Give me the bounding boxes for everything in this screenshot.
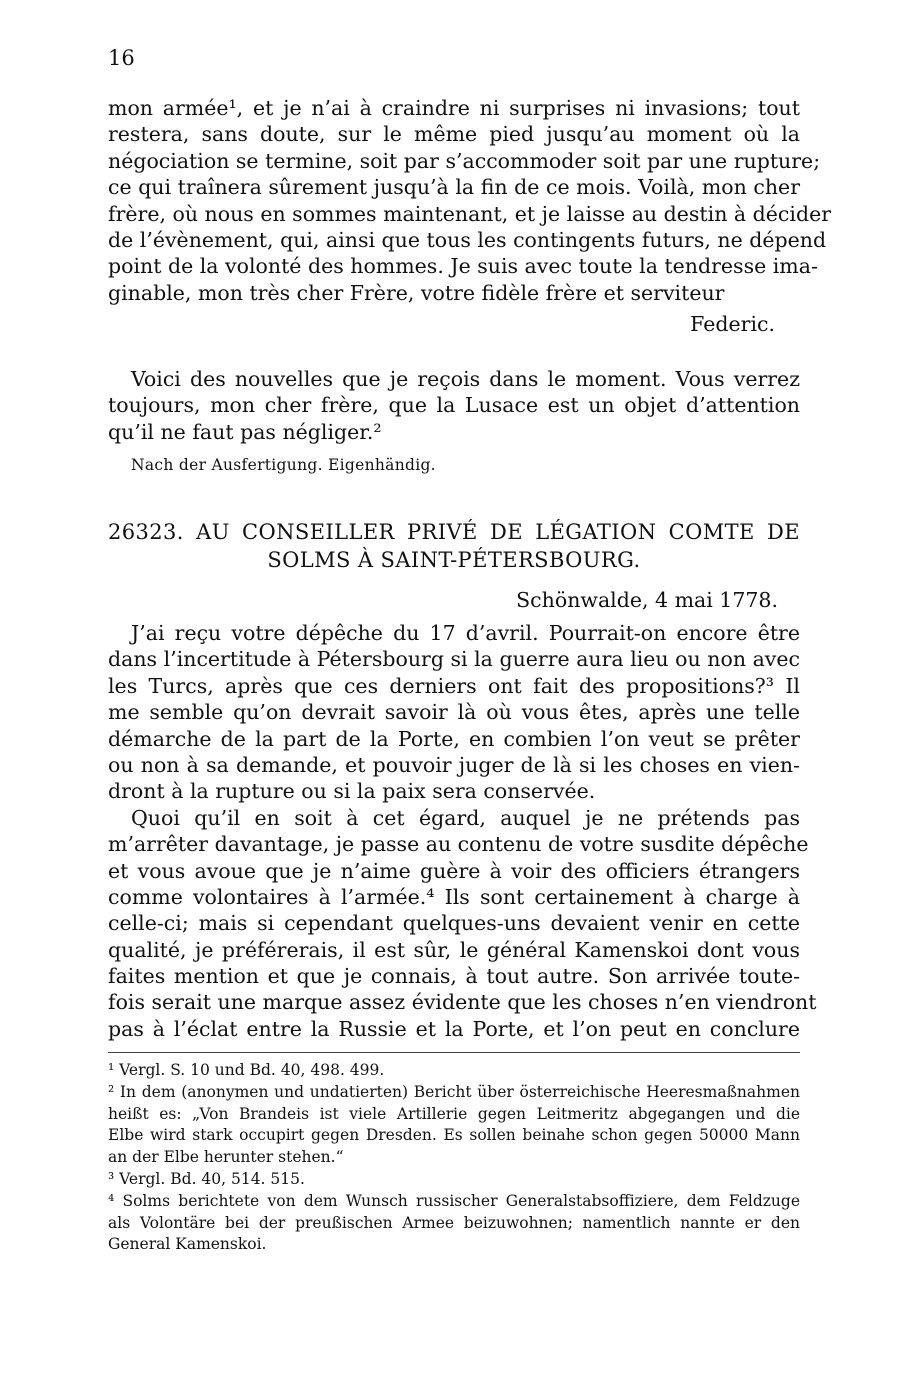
footnotes xyxy=(108,1060,800,1256)
text-line: de l’évènement, qui, ainsi que tous les contingents futurs, ne dépend xyxy=(108,227,827,252)
postscript xyxy=(108,366,800,445)
text-line: ginable, mon très cher Frère, votre fidèle frère et serviteur xyxy=(108,280,725,305)
footnote-line: an der Elbe herunter stehen.“ xyxy=(108,1148,344,1167)
footnote-line: ² In dem (anonymen und undatierten) Bericht über österreichische Heeresmaßnahmen xyxy=(108,1082,800,1101)
letter-heading xyxy=(108,518,800,574)
text-line: J’ai reçu votre dépêche du 17 d’avril. Pourrait-on encore être xyxy=(131,621,800,645)
text-line: Quoi qu’il en soit à cet égard, auquel je ne prétends pas xyxy=(131,805,800,830)
footnote-line: ³ Vergl. Bd. 40, 514. 515. xyxy=(108,1169,305,1188)
text-line: comme volontaires à l’armée.⁴ Ils sont certainement à charge à xyxy=(108,884,800,909)
letter-body xyxy=(108,620,817,1042)
footnote-line: Elbe wird stark occupirt gegen Dresden. Es sollen beinahe schon gegen 50000 Mann xyxy=(108,1126,800,1145)
text-line: négociation se termine, soit par s’accommoder soit par une rupture; xyxy=(108,148,821,173)
text-line: pas à l’éclat entre la Russie et la Porte, et l’on peut en conclure xyxy=(108,1016,800,1041)
text-line: et vous avoue que je n’aime guère à voir des officiers étrangers xyxy=(108,858,800,883)
letter-continuation xyxy=(108,95,832,306)
footnote-line: ¹ Vergl. S. 10 und Bd. 40, 498. 499. xyxy=(108,1061,385,1079)
footnote-rule xyxy=(108,1052,800,1053)
text-line: restera, sans doute, sur le même pied jusqu’au moment où la xyxy=(108,122,800,147)
heading-line: SOLMS À SAINT-PÉTERSBOURG. xyxy=(267,548,641,572)
dateline: Schönwalde, 4 mai 1778. xyxy=(516,588,778,612)
text-line: ce qui traînera sûrement jusqu’à la fin de ce mois. Voilà, mon cher xyxy=(108,175,800,200)
text-line: qualité, je préférerais, il est sûr, le général Kamenskoi dont vous xyxy=(108,937,800,962)
footnote-line: als Volontäre bei der preußischen Armee beizuwohnen; namentlich nannte er den xyxy=(108,1213,800,1232)
text-line: faites mention et que je connais, à tout autre. Son arrivée toute- xyxy=(108,964,800,989)
footnote-line: General Kamenskoi. xyxy=(108,1235,267,1254)
text-line: ou non à sa demande, et pouvoir juger de là si les choses en vien- xyxy=(108,752,800,777)
text-line: Voici des nouvelles que je reçois dans le moment. Vous verrez xyxy=(131,367,800,391)
footnote-line: heißt es: „Von Brandeis ist viele Artillerie gegen Leitmeritz abgegangen und die xyxy=(108,1104,800,1123)
text-line: frère, où nous en sommes maintenant, et je laisse au destin à décider xyxy=(108,201,832,226)
text-line: qu’il ne faut pas négliger.² xyxy=(108,419,382,444)
text-line: dans l’incertitude à Pétersbourg si la guerre aura lieu ou non avec xyxy=(108,647,800,672)
text-line: démarche de la part de la Porte, en combien l’on veut se prêter xyxy=(108,726,800,751)
text-line: celle-ci; mais si cependant quelques-uns devaient venir en cette xyxy=(108,911,800,936)
text-line: me semble qu’on devrait savoir là où vous êtes, après une telle xyxy=(108,700,800,725)
source-note: Nach der Ausfertigung. Eigenhändig. xyxy=(131,456,436,474)
text-line: mon armée¹, et je n’ai à craindre ni surprises ni invasions; tout xyxy=(108,96,800,120)
text-line: fois serait une marque assez évidente que les choses n’en viendront xyxy=(108,990,817,1015)
text-line: point de la volonté des hommes. Je suis avec toute la tendresse ima- xyxy=(108,254,818,279)
text-line: toujours, mon cher frère, que la Lusace est un objet d’attention xyxy=(108,393,800,418)
page-number: 16 xyxy=(108,46,135,70)
text-line: les Turcs, après que ces derniers ont fait des propositions?³ Il xyxy=(108,673,800,698)
signature: Federic. xyxy=(690,312,775,336)
text-line: m’arrêter davantage, je passe au contenu de votre susdite dépêche xyxy=(108,832,809,857)
footnote-line: ⁴ Solms berichtete von dem Wunsch russischer Generalstabsoffiziere, dem Feldzuge xyxy=(108,1191,800,1210)
heading-line: 26323. AU CONSEILLER PRIVÉ DE LÉGATION COMTE DE xyxy=(108,520,800,544)
text-line: dront à la rupture ou si la paix sera conservée. xyxy=(108,779,596,804)
